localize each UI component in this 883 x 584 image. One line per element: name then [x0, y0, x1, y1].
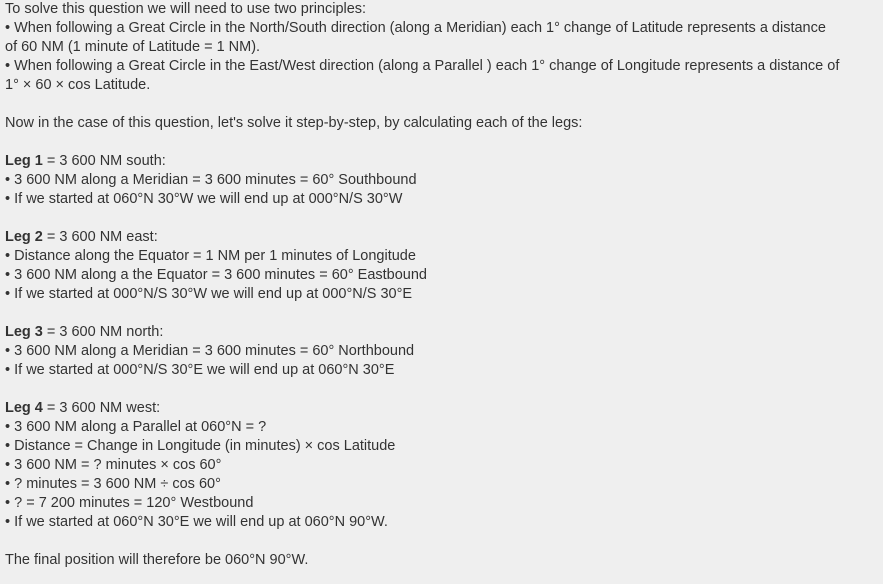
leg-2-label: Leg 2	[5, 229, 43, 245]
principle-1-line-2: of 60 NM (1 minute of Latitude = 1 NM).	[5, 39, 261, 55]
leg-4-bullet: • If we started at 060°N 30°E we will end up at 060°N 90°W.	[5, 514, 388, 530]
leg-2-bullet: • 3 600 NM along a the Equator = 3 600 minutes = 60° Eastbound	[5, 267, 427, 283]
leg-1-label: Leg 1	[5, 153, 43, 169]
leg-4-heading-text: = 3 600 NM west:	[42, 400, 161, 416]
intro-line: To solve this question we will need to use two principles:	[5, 1, 367, 17]
step-intro: Now in the case of this question, let's solve it step-by-step, by calculating each of the legs:	[5, 115, 583, 131]
spacer	[5, 209, 877, 228]
leg-3-heading	[5, 323, 877, 342]
leg-3-label: Leg 3	[5, 324, 43, 340]
leg-1-heading	[5, 152, 877, 171]
leg-3-bullet: • 3 600 NM along a Meridian = 3 600 minutes = 60° Northbound	[5, 343, 415, 359]
spacer	[5, 95, 877, 114]
leg-4-label: Leg 4	[5, 400, 43, 416]
leg-4-bullet: • Distance = Change in Longitude (in minutes) × cos Latitude	[5, 438, 396, 454]
leg-3-heading-text: = 3 600 NM north:	[42, 324, 164, 340]
leg-3-bullet: • If we started at 000°N/S 30°E we will end up at 060°N 30°E	[5, 362, 395, 378]
leg-1-heading-text: = 3 600 NM south:	[42, 153, 166, 169]
explanation-text	[5, 0, 877, 570]
leg-2-heading	[5, 228, 877, 247]
spacer	[5, 304, 877, 323]
leg-4-bullet: • 3 600 NM along a Parallel at 060°N = ?	[5, 419, 267, 435]
conclusion: The final position will therefore be 060°N 90°W.	[5, 552, 309, 568]
leg-2-bullet: • If we started at 000°N/S 30°W we will end up at 000°N/S 30°E	[5, 286, 413, 302]
leg-1-bullet: • If we started at 060°N 30°W we will end up at 000°N/S 30°W	[5, 191, 403, 207]
leg-2-heading-text: = 3 600 NM east:	[42, 229, 158, 245]
leg-4-bullet: • ? = 7 200 minutes = 120° Westbound	[5, 495, 254, 511]
spacer	[5, 532, 877, 551]
spacer	[5, 133, 877, 152]
leg-1-bullet: • 3 600 NM along a Meridian = 3 600 minutes = 60° Southbound	[5, 172, 417, 188]
spacer	[5, 380, 877, 399]
principle-2-line-1: • When following a Great Circle in the East/West direction (along a Parallel ) each 1° change of Longitude represents a distance of	[5, 58, 840, 74]
leg-4-bullet: • ? minutes = 3 600 NM ÷ cos 60°	[5, 476, 221, 492]
principle-1-line-1: • When following a Great Circle in the North/South direction (along a Meridian) each 1° change of Latitude represents a distance	[5, 20, 826, 36]
leg-4-bullet: • 3 600 NM = ? minutes × cos 60°	[5, 457, 222, 473]
leg-2-bullet: • Distance along the Equator = 1 NM per 1 minutes of Longitude	[5, 248, 416, 264]
principle-2-line-2: 1° × 60 × cos Latitude.	[5, 77, 151, 93]
leg-4-heading	[5, 399, 877, 418]
